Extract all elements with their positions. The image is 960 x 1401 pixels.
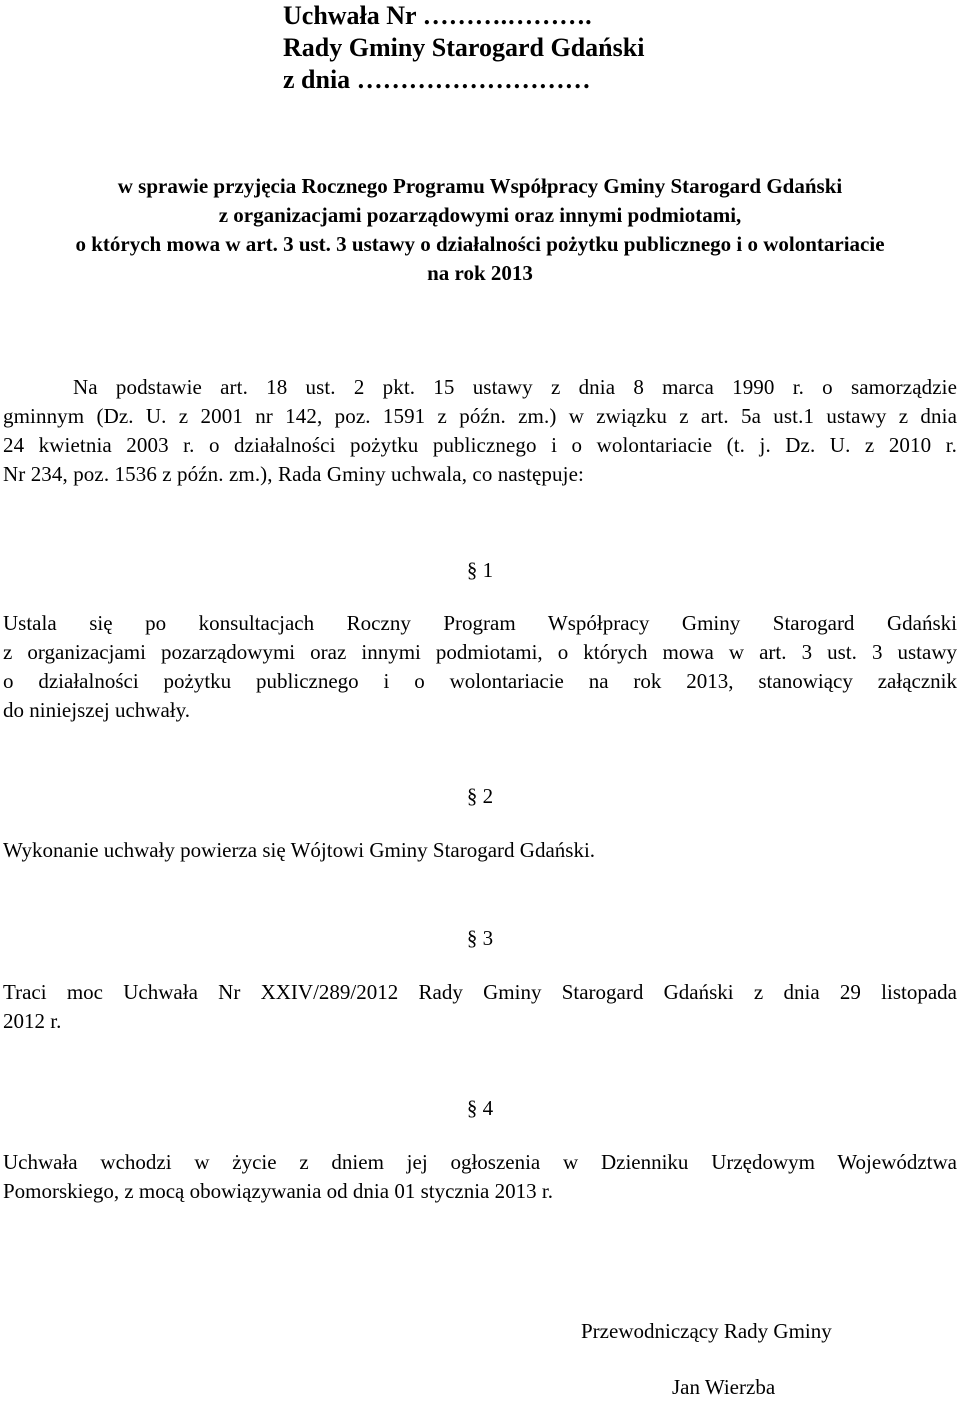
signature-name: Jan Wierzba [672, 1375, 776, 1399]
paragraph-line: Ustala się po konsultacjach Roczny Program Współpracy Gminy Starogard Gdański [3, 611, 957, 635]
paragraph-3-text [3, 978, 957, 1036]
paragraph-line: Pomorskiego, z mocą obowiązywania od dnia 01 stycznia 2013 r. [3, 1179, 553, 1203]
paragraph-mark-2: § 2 [466, 784, 494, 808]
paragraph-2-text [3, 836, 957, 865]
preamble-line: gminnym (Dz. U. z 2001 nr 142, poz. 1591 z późn. zm.) w związku z art. 5a ust.1 ustawy z dnia [3, 404, 957, 428]
resolution-number: Uchwała Nr ……….………. [283, 1, 592, 30]
subject-line: o których mowa w art. 3 ust. 3 ustawy o działalności pożytku publicznego i o wolontariacie [75, 232, 885, 256]
preamble-line: Na podstawie art. 18 ust. 2 pkt. 15 ustawy z dnia 8 marca 1990 r. o samorządzie [73, 375, 957, 399]
preamble-line: Nr 234, poz. 1536 z późn. zm.), Rada Gminy uchwala, co następuje: [3, 462, 584, 486]
paragraph-line: Wykonanie uchwały powierza się Wójtowi Gminy Starogard Gdański. [3, 838, 596, 862]
paragraph-line: Traci moc Uchwała Nr XXIV/289/2012 Rady Gminy Starogard Gdański z dnia 29 listopada [3, 980, 957, 1004]
council-name: Rady Gminy Starogard Gdański [283, 33, 645, 62]
paragraph-mark-3: § 3 [466, 926, 494, 950]
signature-title: Przewodniczący Rady Gminy [581, 1319, 832, 1343]
paragraph-mark-1: § 1 [466, 558, 494, 582]
resolution-subject [0, 172, 960, 288]
paragraph-line: z organizacjami pozarządowymi oraz innymi podmiotami, o których mowa w art. 3 ust. 3 ustawy [3, 640, 957, 664]
subject-line: z organizacjami pozarządowymi oraz innymi podmiotami, [218, 203, 742, 227]
paragraph-mark-4: § 4 [466, 1096, 494, 1120]
paragraph-1-text [3, 609, 957, 725]
subject-line: na rok 2013 [427, 261, 533, 285]
paragraph-line: o działalności pożytku publicznego i o wolontariacie na rok 2013, stanowiący załącznik [3, 669, 957, 693]
paragraph-line: do niniejszej uchwały. [3, 698, 191, 722]
resolution-header [283, 0, 644, 96]
paragraph-line: Uchwała wchodzi w życie z dniem jej ogłoszenia w Dzienniku Urzędowym Województwa [3, 1150, 957, 1174]
subject-line: w sprawie przyjęcia Rocznego Programu Współpracy Gminy Starogard Gdański [117, 174, 843, 198]
resolution-date: z dnia ……………………… [283, 65, 591, 94]
legal-basis-preamble [3, 373, 957, 489]
preamble-line: 24 kwietnia 2003 r. o działalności pożytku publicznego i o wolontariacie (t. j. Dz. U. z 2010 r. [3, 433, 957, 457]
paragraph-4-text [3, 1148, 957, 1206]
paragraph-line: 2012 r. [3, 1009, 62, 1033]
